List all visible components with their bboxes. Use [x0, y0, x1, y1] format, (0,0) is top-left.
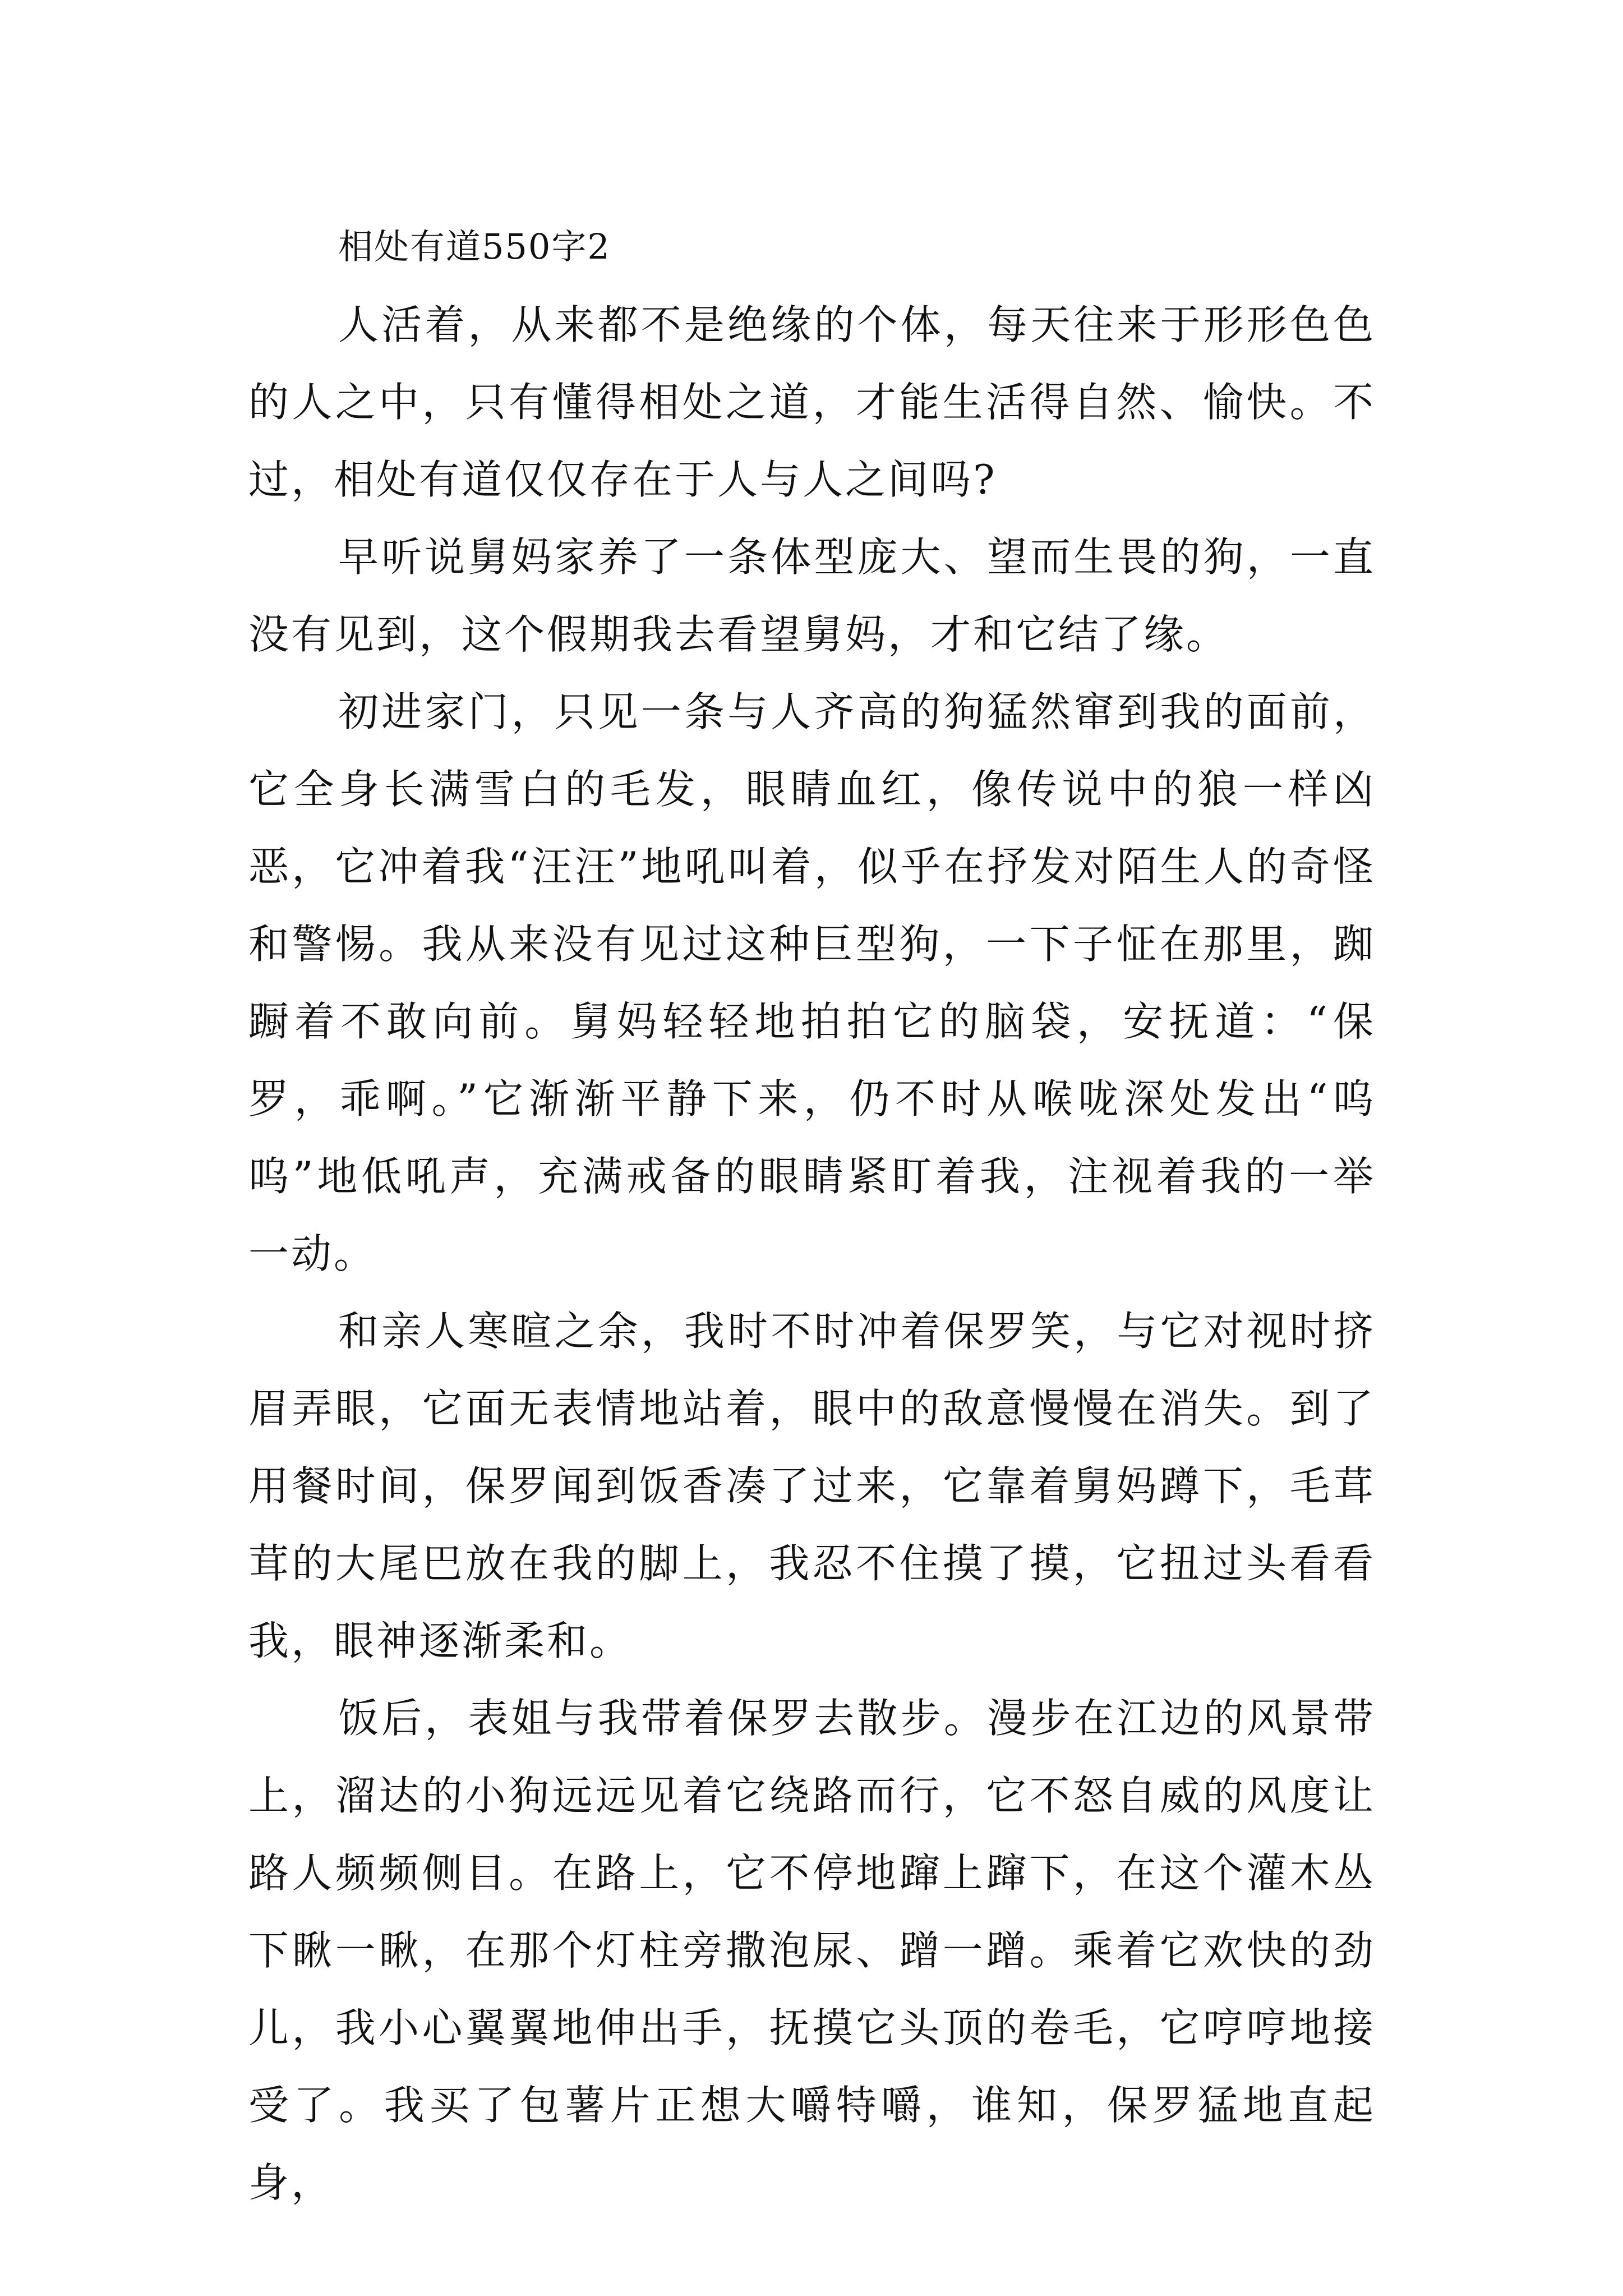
paragraph-3: 初进家门，只见一条与人齐高的狗猛然窜到我的面前，它全身长满雪白的毛发，眼睛血红，像传说中的狼一样凶恶，它冲着我“汪汪”地吼叫着，似乎在抒发对陌生人的奇怪和警惕。我从来没有见过这种巨型狗，一下子怔在那里，踟蹰着不敢向前。舅妈轻轻地拍拍它的脑袋，安抚道：“保罗，乖啊。”它渐渐平静下来，仍不时从喉咙深处发出“呜呜”地低吼声，充满戒备的眼睛紧盯着我，注视着我的一举一动。	[248, 688, 1376, 1277]
document-title: 相处有道550字2	[338, 226, 611, 267]
paragraph-2: 早听说舅妈家养了一条体型庞大、望而生畏的狗，一直没有见到，这个假期我去看望舅妈，才和它结了缘。	[248, 533, 1376, 658]
paragraph-5: 饭后，表姐与我带着保罗去散步。漫步在江边的风景带上，溜达的小狗远远见着它绕路而行，它不怒自威的风度让路人频频侧目。在路上，它不停地蹿上蹿下，在这个灌木丛下瞅一瞅，在那个灯柱旁撒泡尿、蹭一蹭。乘着它欢快的劲儿，我小心翼翼地伸出手，抚摸它头顶的卷毛，它哼哼地接受了。我买了包薯片正想大嚼特嚼，谁知，保罗猛地直起身，	[248, 1695, 1376, 2206]
paragraph-1: 人活着，从来都不是绝缘的个体，每天往来于形形色色的人之中，只有懂得相处之道，才能生活得自然、愉快。不过，相处有道仅仅存在于人与人之间吗?	[248, 301, 1376, 503]
paragraph-4: 和亲人寒暄之余，我时不时冲着保罗笑，与它对视时挤眉弄眼，它面无表情地站着，眼中的敌意慢慢在消失。到了用餐时间，保罗闻到饭香凑了过来，它靠着舅妈蹲下，毛茸茸的大尾巴放在我的脚上，我忍不住摸了摸，它扭过头看看我，眼神逐渐柔和。	[248, 1308, 1376, 1664]
document-body	[248, 208, 1376, 2221]
